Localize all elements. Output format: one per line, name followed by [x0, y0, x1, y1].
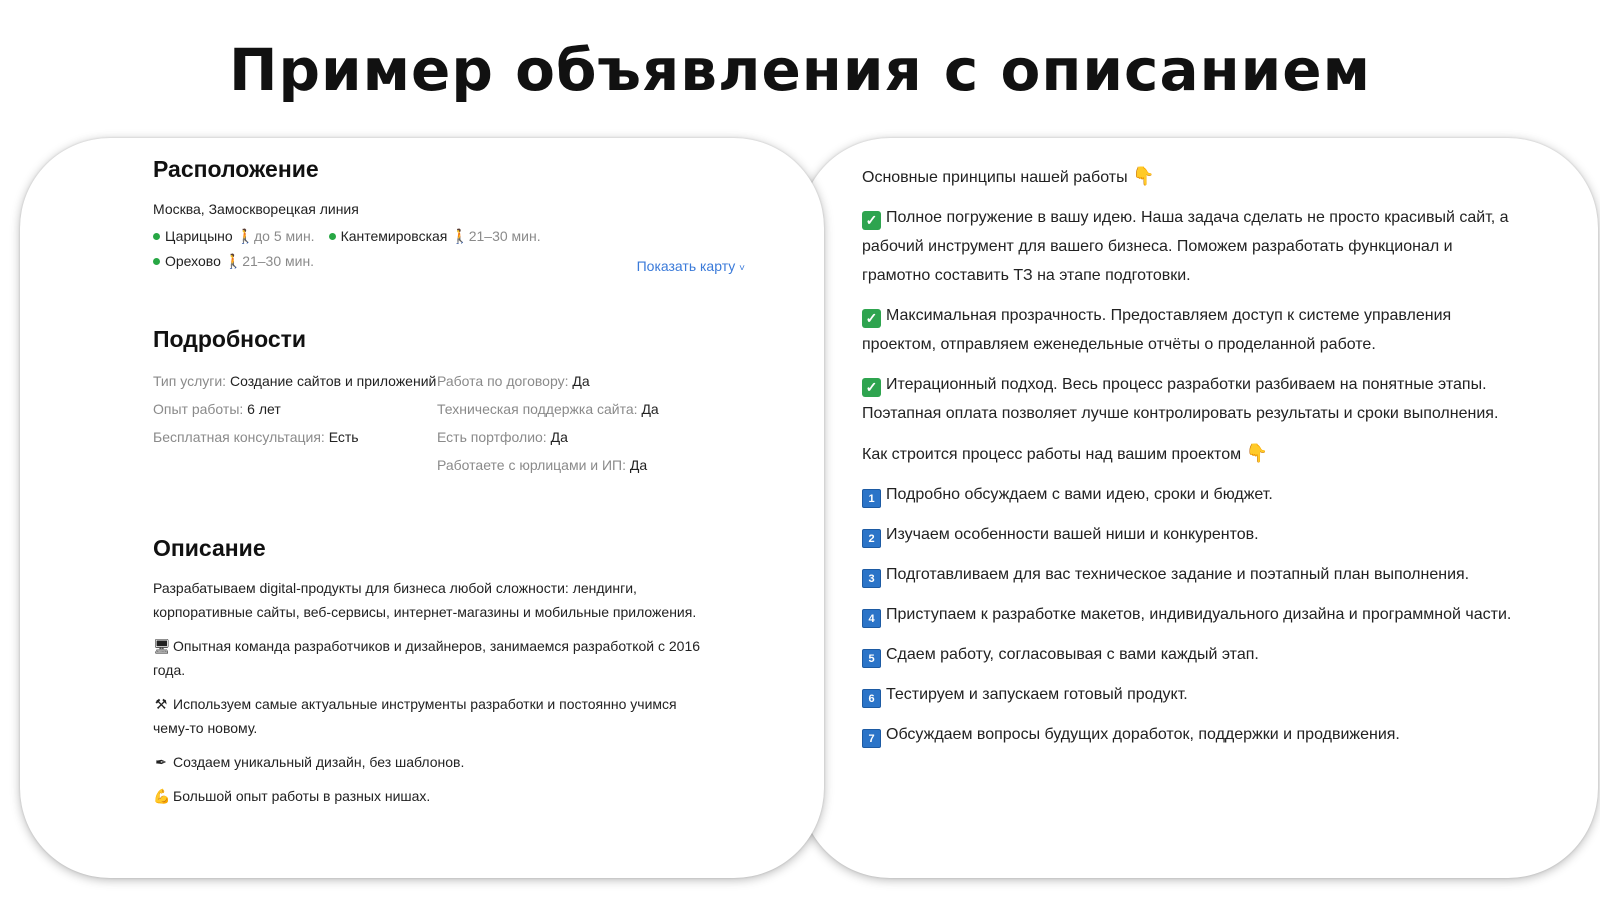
- principle-text: Максимальная прозрачность. Предоставляем доступ к системе управления проектом, отправляем еженедельные отчёты о проделанной работе.: [862, 307, 1452, 353]
- check-icon: ✓: [862, 309, 881, 328]
- check-icon: ✓: [862, 211, 881, 230]
- number-badge-icon: 6: [862, 689, 881, 708]
- details-column-left: [153, 371, 437, 483]
- description-intro: Разрабатываем digital-продукты для бизнеса любой сложности: лендинги, корпоративные сайты, веб-сервисы, интернет-магазины и мобильные приложения.: [153, 580, 697, 620]
- principle-item: [862, 370, 1522, 428]
- description-point: [153, 750, 713, 774]
- computer-icon: 🖥: [153, 638, 171, 654]
- tools-icon: ⚒: [154, 696, 168, 712]
- detail-label: Бесплатная консультация:: [153, 429, 325, 445]
- check-icon: ✓: [862, 378, 881, 397]
- detail-value: Да: [572, 373, 590, 389]
- detail-item: [153, 399, 437, 419]
- detail-label: Техническая поддержка сайта:: [437, 401, 638, 417]
- detail-label: Тип услуги:: [153, 373, 227, 389]
- description-point-text: Большой опыт работы в разных нишах.: [173, 788, 431, 804]
- detail-label: Есть портфолио:: [437, 429, 547, 445]
- detail-label: Работаете с юрлицами и ИП:: [437, 457, 626, 473]
- details-heading: Подробности: [153, 326, 307, 352]
- detail-value: Да: [629, 457, 648, 473]
- detail-value: Есть: [328, 429, 359, 445]
- process-step: [862, 720, 1522, 749]
- number-badge-icon: 3: [862, 569, 881, 588]
- process-step: [862, 680, 1522, 709]
- walk-time: до 5 мин.: [253, 228, 315, 244]
- process-step: [862, 600, 1522, 629]
- number-badge-icon: 5: [862, 649, 881, 668]
- station-name: Кантемировская: [340, 228, 448, 244]
- pen-icon: ✒: [155, 754, 167, 770]
- detail-label: Работа по договору:: [437, 373, 569, 389]
- detail-value: 6 лет: [247, 401, 281, 417]
- metro-dot-icon: [329, 233, 336, 240]
- process-step-text: Тестируем и запускаем готовый продукт.: [886, 686, 1188, 703]
- process-step-text: Сдаем работу, согласовывая с вами каждый этап.: [886, 646, 1259, 663]
- walk-time: 21–30 мин.: [242, 253, 315, 269]
- number-badge-icon: 2: [862, 529, 881, 548]
- principle-item: [862, 301, 1522, 359]
- pointing-down-icon: 👇: [1245, 443, 1268, 463]
- principle-item: [862, 203, 1522, 290]
- station-item: [153, 224, 315, 249]
- station-name: Орехово: [165, 253, 221, 269]
- description-point-text: Создаем уникальный дизайн, без шаблонов.: [173, 754, 465, 770]
- process-heading-text: Как строится процесс работы над вашим проектом: [862, 446, 1242, 463]
- show-map-label[interactable]: Показать карту: [636, 258, 736, 274]
- process-step-text: Подготавливаем для вас техническое задание и поэтапный план выполнения.: [886, 566, 1470, 583]
- station-item: [329, 224, 541, 249]
- number-badge-icon: 7: [862, 729, 881, 748]
- detail-item: [437, 399, 753, 419]
- location-heading: Расположение: [153, 156, 319, 182]
- number-badge-icon: 1: [862, 489, 881, 508]
- right-content: [862, 162, 1522, 760]
- detail-item: [437, 427, 753, 447]
- detail-value: Да: [550, 429, 568, 445]
- detail-value: Да: [641, 401, 659, 417]
- description-heading: Описание: [153, 535, 266, 561]
- walk-icon: 🚶: [236, 228, 254, 244]
- principles-heading-text: Основные принципы нашей работы: [862, 169, 1128, 186]
- process-step-text: Приступаем к разработке макетов, индивидуального дизайна и программной части.: [886, 606, 1512, 623]
- detail-label: Опыт работы:: [153, 401, 244, 417]
- process-step: [862, 480, 1522, 509]
- description-point: [153, 692, 713, 740]
- detail-item: [437, 371, 753, 391]
- chevron-down-icon[interactable]: ˅: [739, 263, 745, 274]
- station-item: [153, 249, 314, 274]
- principle-text: Итерационный подход. Весь процесс разработки разбиваем на понятные этапы. Поэтапная оплата позволяет лучше контролировать результаты и сроки выполнения.: [862, 376, 1499, 422]
- pointing-down-icon: 👇: [1132, 166, 1155, 186]
- description-point-text: Опытная команда разработчиков и дизайнеров, занимаемся разработкой с 2016 года.: [153, 638, 701, 678]
- process-step-text: Подробно обсуждаем с вами идею, сроки и бюджет.: [886, 486, 1273, 503]
- stations-list: [153, 224, 753, 274]
- listing-card-right: [800, 138, 1598, 878]
- process-step: [862, 520, 1522, 549]
- slide-title: Пример объявления с описанием: [228, 36, 1372, 104]
- description-body: [153, 576, 753, 808]
- metro-dot-icon: [153, 233, 160, 240]
- description-point-text: Используем самые актуальные инструменты разработки и постоянно учимся чему-то новому.: [153, 696, 677, 736]
- metro-dot-icon: [153, 258, 160, 265]
- description-point: [153, 634, 713, 682]
- detail-value: Создание сайтов и приложений: [229, 373, 437, 389]
- details-grid: [153, 371, 753, 483]
- principles-heading: [862, 162, 1522, 192]
- process-step: [862, 560, 1522, 589]
- process-heading: [862, 439, 1522, 469]
- detail-item: [437, 455, 753, 475]
- walk-icon: 🚶: [224, 253, 243, 269]
- walk-icon: 🚶: [451, 228, 469, 244]
- description-point: [153, 784, 713, 808]
- details-column-right: [437, 371, 753, 483]
- address: Москва, Замоскворецкая линия: [153, 201, 359, 217]
- left-content: [153, 156, 753, 818]
- station-name: Царицыно: [165, 228, 233, 244]
- show-map-link[interactable]: [637, 254, 745, 281]
- process-step-text: Изучаем особенности вашей ниши и конкурентов.: [886, 526, 1259, 543]
- listing-card-left: [20, 138, 824, 878]
- walk-time: 21–30 мин.: [468, 228, 541, 244]
- principle-text: Полное погружение в вашу идею. Наша задача сделать не просто красивый сайт, а рабочий инструмент для вашего бизнеса. Поможем разработать функционал и грамотно составить ТЗ на этапе подготовки.: [862, 209, 1509, 284]
- detail-item: [153, 427, 437, 447]
- detail-item: [153, 371, 437, 391]
- muscle-icon: 💪: [153, 788, 171, 804]
- process-step-text: Обсуждаем вопросы будущих доработок, поддержки и продвижения.: [886, 726, 1400, 743]
- number-badge-icon: 4: [862, 609, 881, 628]
- process-step: [862, 640, 1522, 669]
